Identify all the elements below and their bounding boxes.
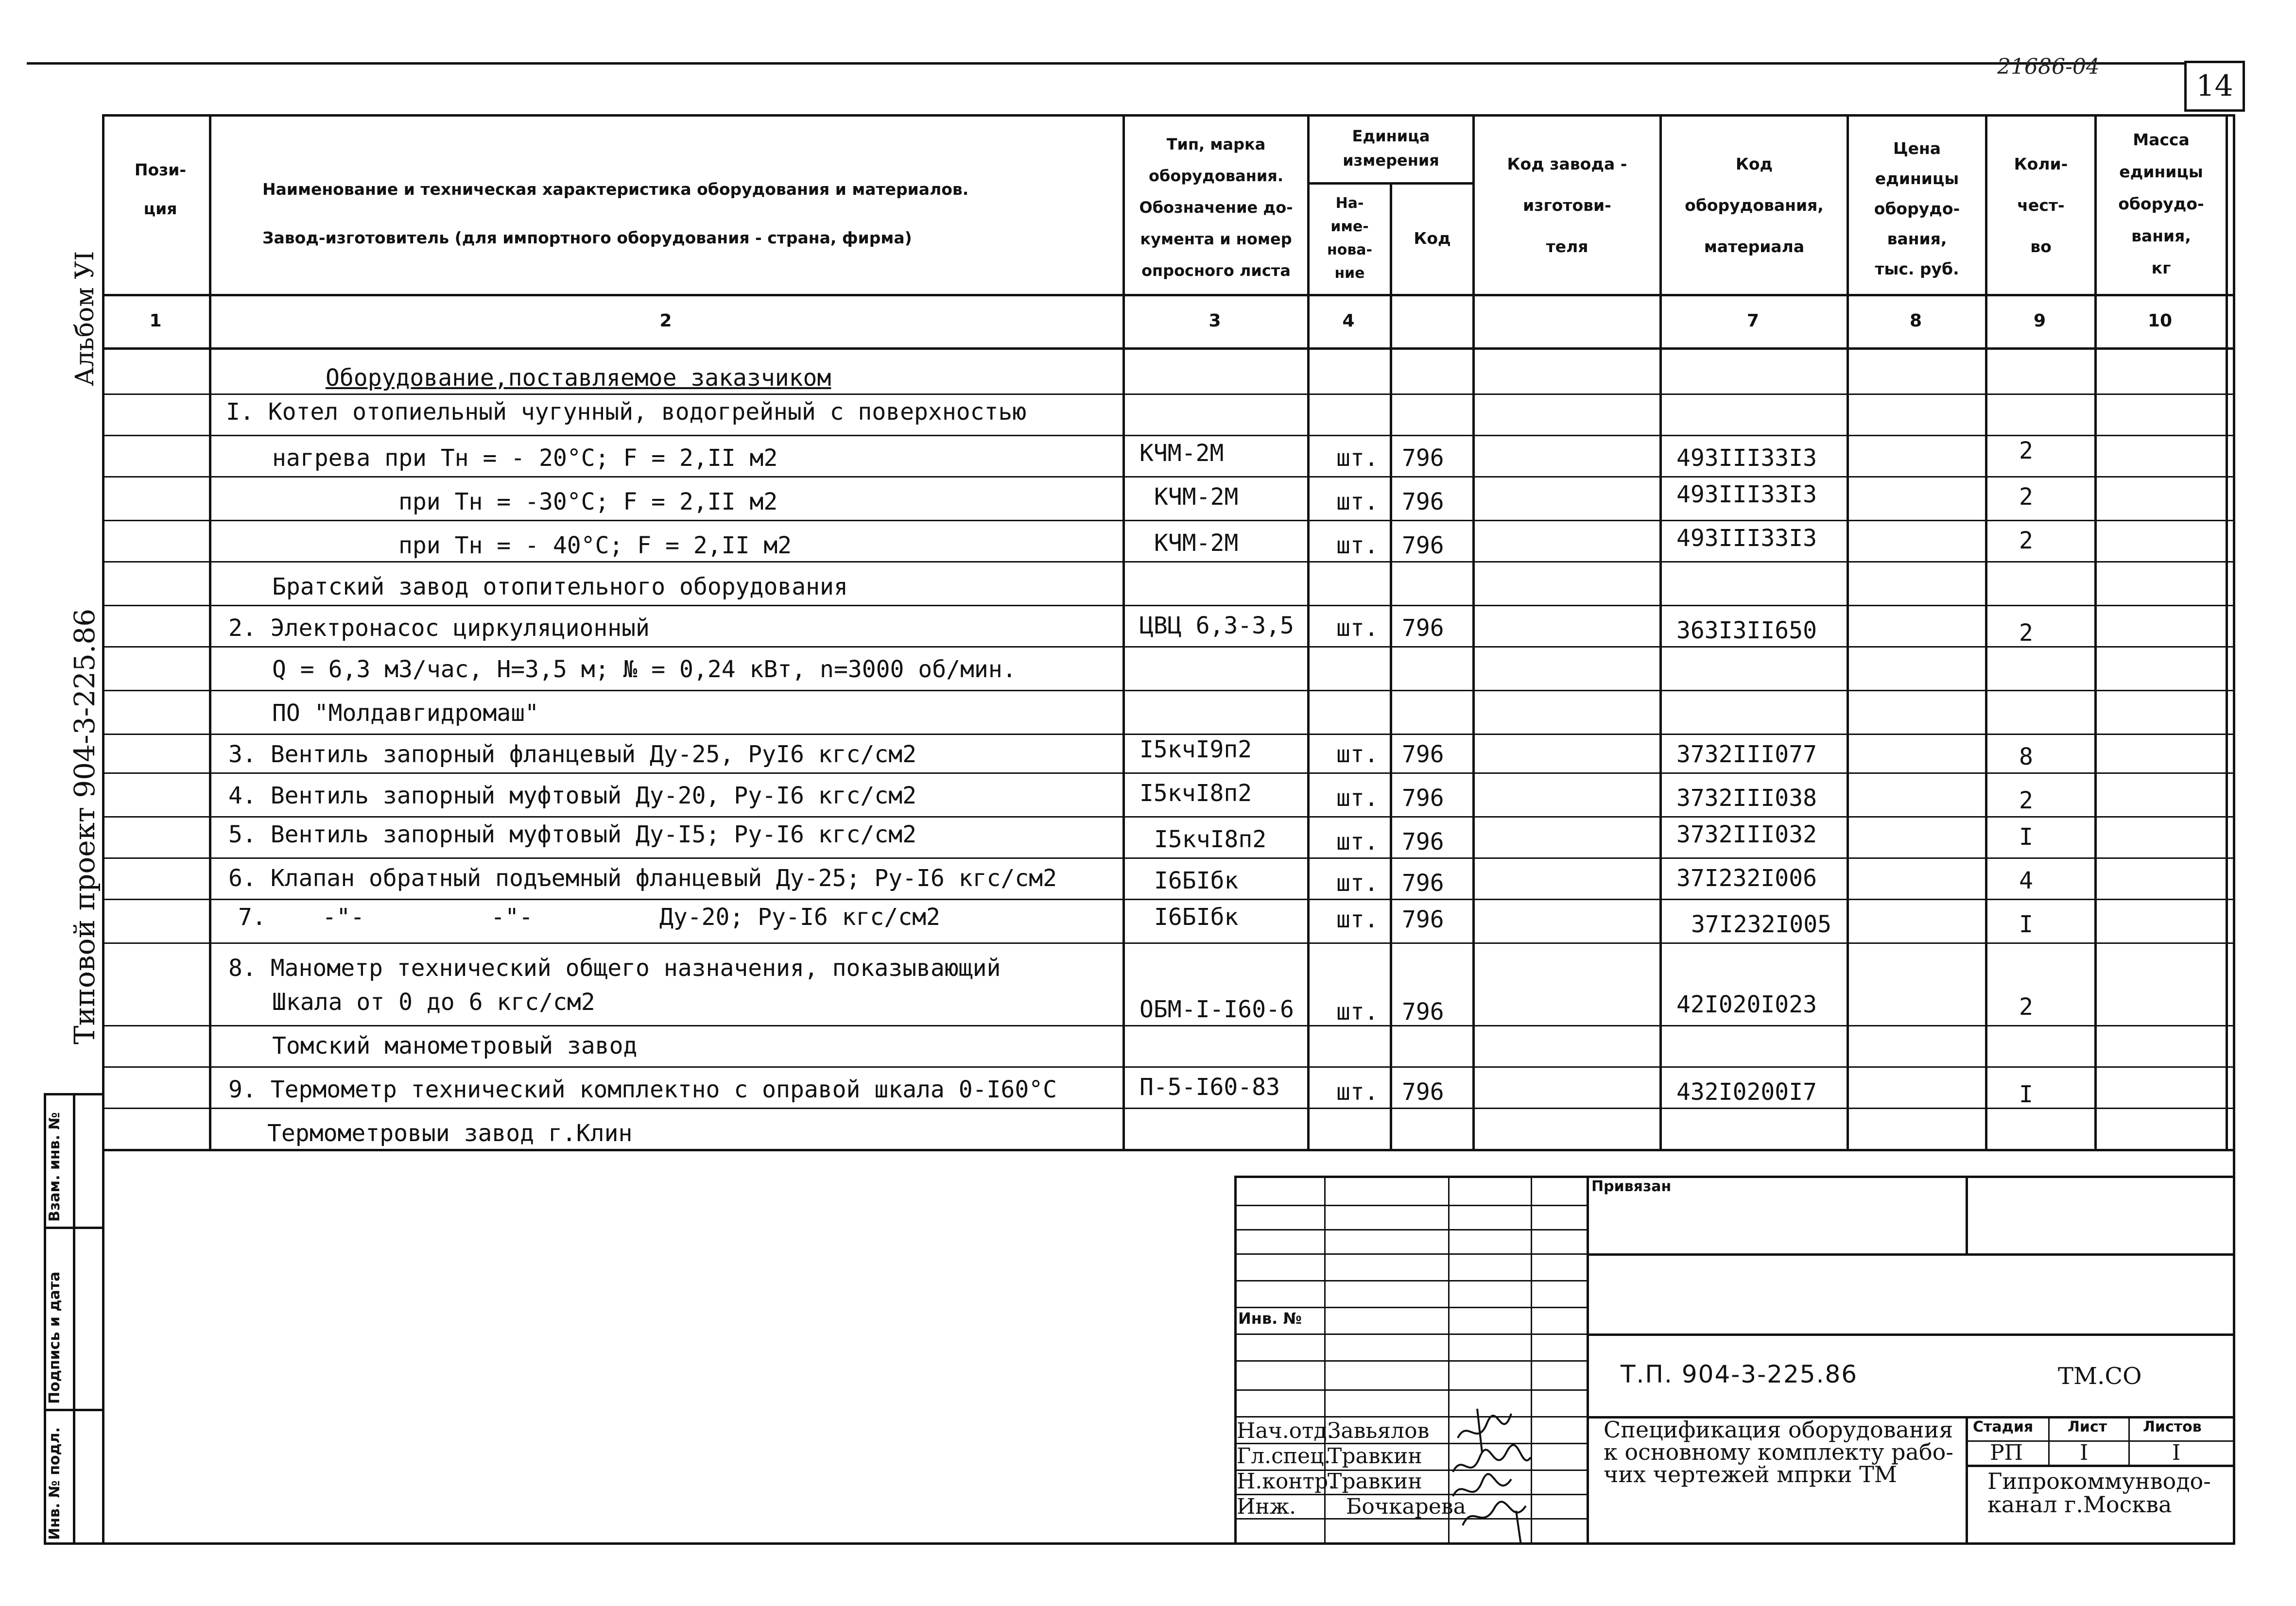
row-unit: шт. xyxy=(1336,998,1379,1025)
col-number: 4 xyxy=(1342,311,1355,331)
document-title: Спецификация оборудования к основному комплекту рабо- чих чертежей мпрки ТМ xyxy=(1604,1417,1953,1487)
row-type: КЧМ-2М xyxy=(1154,483,1239,511)
row-code: 796 xyxy=(1402,615,1444,642)
signatory-name: Травкин xyxy=(1328,1469,1422,1494)
signatory-role: Инж. xyxy=(1237,1494,1296,1519)
row-unit: шт. xyxy=(1336,785,1379,812)
row-unit: шт. xyxy=(1336,828,1379,855)
row-name: 4. Вентиль запорный муфтовый Ду-20, Ру-I6 кгс/см2 xyxy=(228,782,917,809)
row-code: 796 xyxy=(1402,998,1444,1025)
signatory-role: Н.контр. xyxy=(1237,1469,1335,1494)
row-mat-code: 37I232I005 xyxy=(1691,911,1831,938)
row-qty: I xyxy=(2019,823,2033,851)
row-name: 9. Термометр технический комплектно с оправой шкала 0-I60°C xyxy=(228,1076,1057,1103)
sheets-label: Листов xyxy=(2143,1418,2202,1435)
row-code: 796 xyxy=(1402,532,1444,559)
row-mat-code: 3732III077 xyxy=(1676,741,1817,768)
row-code: 796 xyxy=(1402,741,1444,768)
stage-label: Стадия xyxy=(1973,1418,2034,1435)
row-mat-code: 493III33I3 xyxy=(1676,444,1817,472)
row-name: при Тн = - 40°C; F = 2,II м2 xyxy=(398,532,792,559)
header-col4-group: Единица измерения xyxy=(1343,127,1439,170)
col-number: 3 xyxy=(1208,311,1221,331)
sign-date-label: Подпись и дата xyxy=(46,1271,63,1404)
col-number: 2 xyxy=(659,311,672,331)
row-name: I. Котел отопиельный чугунный, водогрейный с поверхностью xyxy=(226,398,1027,426)
row-name: ПО "Молдавгидромаш" xyxy=(272,700,539,727)
row-unit: шт. xyxy=(1336,532,1379,559)
row-type: П-5-I60-83 xyxy=(1139,1074,1280,1101)
row-qty: 2 xyxy=(2019,437,2033,464)
row-mat-code: 3732III038 xyxy=(1676,785,1817,812)
sheet-number: 14 xyxy=(2196,69,2233,103)
col-number: 9 xyxy=(2033,311,2046,331)
header-col4a: На- име- нова- ние xyxy=(1327,195,1373,282)
col-number: 1 xyxy=(149,311,162,331)
row-code: 796 xyxy=(1402,906,1444,933)
header-col5: Код завода - изготови- теля xyxy=(1507,154,1627,256)
row-code: 796 xyxy=(1402,444,1444,472)
row-mat-code: 432I0200I7 xyxy=(1676,1078,1817,1106)
row-mat-code: 3732III032 xyxy=(1676,821,1817,848)
header-col2: Наименование и техническая характеристика оборудования и материалов. Завод-изготовитель (для импортного оборудования - страна, фирма) xyxy=(262,180,969,247)
row-name: 6. Клапан обратный подъемный фланцевый Ду-25; Ру-I6 кгс/см2 xyxy=(228,865,1057,892)
row-name: нагрева при Тн = - 20°C; F = 2,II м2 xyxy=(272,444,778,472)
row-name: Шкала от 0 до 6 кгс/см2 xyxy=(272,989,595,1016)
signature-marks xyxy=(1448,1399,1545,1545)
signatory-role: Нач.отд. xyxy=(1237,1418,1334,1443)
row-unit: шт. xyxy=(1336,870,1379,897)
inv-orig-label: Инв. № подл. xyxy=(46,1427,63,1540)
privyazan-label: Привязан xyxy=(1591,1178,1672,1195)
sheet-number-box xyxy=(2184,61,2245,112)
row-qty: 2 xyxy=(2019,527,2033,554)
row-type: I6БIбк xyxy=(1154,904,1239,931)
header-col7: Код оборудования, материала xyxy=(1685,154,1824,256)
signatory-name: Бочкарева xyxy=(1346,1494,1466,1519)
row-qty: I xyxy=(2019,911,2033,938)
sheet-label: Лист xyxy=(2068,1418,2107,1435)
row-name: 3. Вентиль запорный фланцевый Ду-25, РуI6 кгс/см2 xyxy=(228,741,917,768)
project-label: Типовой проект 904-3-225.86 xyxy=(68,608,101,1044)
row-qty: 2 xyxy=(2019,993,2033,1021)
row-name: Томский манометровый завод xyxy=(272,1032,638,1059)
row-name: Оборудование,поставляемое заказчиком xyxy=(326,364,831,392)
header-col10: Масса единицы оборудо- вания, кг xyxy=(2118,130,2204,277)
row-code: 796 xyxy=(1402,828,1444,855)
row-type: ОБМ-I-I60-6 xyxy=(1139,996,1294,1023)
row-name: 5. Вентиль запорный муфтовый Ду-I5; Ру-I6 кгс/см2 xyxy=(228,821,917,848)
row-type: ЦВЦ 6,3-3,5 xyxy=(1139,612,1294,639)
row-type: КЧМ-2М xyxy=(1154,530,1239,557)
album-label: Альбом УI xyxy=(70,251,100,386)
row-name: Братский завод отопительного оборудования xyxy=(272,573,848,600)
document-mark: ТМ.СО xyxy=(2058,1363,2142,1390)
col-number: 7 xyxy=(1746,311,1760,331)
row-unit: шт. xyxy=(1336,444,1379,472)
row-unit: шт. xyxy=(1336,741,1379,768)
row-qty: 2 xyxy=(2019,787,2033,814)
row-type: I5кчI8п2 xyxy=(1139,780,1252,807)
row-code: 796 xyxy=(1402,488,1444,515)
header-col3: Тип, марка оборудования. Обозначение до- кумента и номер опросного листа xyxy=(1139,135,1293,280)
row-name: 7. -"- -"- Ду-20; Ру-I6 кгс/см2 xyxy=(238,904,940,931)
row-type: I6БIбк xyxy=(1154,867,1239,894)
row-unit: шт. xyxy=(1336,488,1379,515)
row-mat-code: 493III33I3 xyxy=(1676,525,1817,552)
row-code: 796 xyxy=(1402,1078,1444,1106)
row-name: при Тн = -30°C; F = 2,II м2 xyxy=(398,488,778,515)
row-unit: шт. xyxy=(1336,1078,1379,1106)
row-qty: I xyxy=(2019,1081,2033,1108)
header-col9: Коли- чест- во xyxy=(2014,154,2068,256)
inv-no-label: Инв. № xyxy=(1238,1309,1302,1328)
row-qty: 4 xyxy=(2019,867,2033,894)
sheets-value: I xyxy=(2172,1440,2181,1465)
row-mat-code: 37I232I006 xyxy=(1676,865,1817,892)
row-code: 796 xyxy=(1402,785,1444,812)
row-name: 8. Манометр технический общего назначения, показывающий xyxy=(228,955,1001,982)
row-name: Q = 6,3 м3/час, Н=3,5 м; № = 0,24 кВт, n=3000 об/мин. xyxy=(272,656,1017,683)
row-qty: 8 xyxy=(2019,743,2033,770)
row-name: Термометровыи завод г.Клин xyxy=(267,1120,633,1147)
col-number: 8 xyxy=(1909,311,1922,331)
header-col1: Пози- ция xyxy=(134,160,187,218)
row-qty: 2 xyxy=(2019,483,2033,511)
row-unit: шт. xyxy=(1336,615,1379,642)
vzam-inv-label: Взам. инв. № xyxy=(46,1112,63,1222)
row-mat-code: 493III33I3 xyxy=(1676,481,1817,508)
document-code: Т.П. 904-3-225.86 xyxy=(1621,1360,1858,1388)
row-mat-code: 42I020I023 xyxy=(1676,991,1817,1018)
signatory-name: Завьялов xyxy=(1328,1418,1430,1443)
row-name: 2. Электронасос циркуляционный xyxy=(228,615,650,642)
row-type: I5кчI8п2 xyxy=(1154,826,1267,853)
header-col8: Цена единицы оборудо- вания, тыс. руб. xyxy=(1874,139,1960,278)
handwritten-code: 21686-04 xyxy=(1997,54,2100,79)
signatory-role: Гл.спец. xyxy=(1237,1444,1331,1469)
col-number: 10 xyxy=(2147,311,2173,331)
organization: Гипрокоммунводо- канал г.Москва xyxy=(1987,1468,2211,1518)
row-code: 796 xyxy=(1402,870,1444,897)
sheet-value: I xyxy=(2080,1440,2089,1465)
stage-value: РП xyxy=(1990,1440,2023,1465)
row-unit: шт. xyxy=(1336,906,1379,933)
row-type: КЧМ-2М xyxy=(1139,440,1224,467)
header-col4b: Код xyxy=(1414,229,1451,248)
row-qty: 2 xyxy=(2019,619,2033,647)
row-mat-code: 363I3II650 xyxy=(1676,617,1817,644)
row-type: I5кчI9п2 xyxy=(1139,736,1252,763)
signatory-name: Травкин xyxy=(1328,1444,1422,1469)
